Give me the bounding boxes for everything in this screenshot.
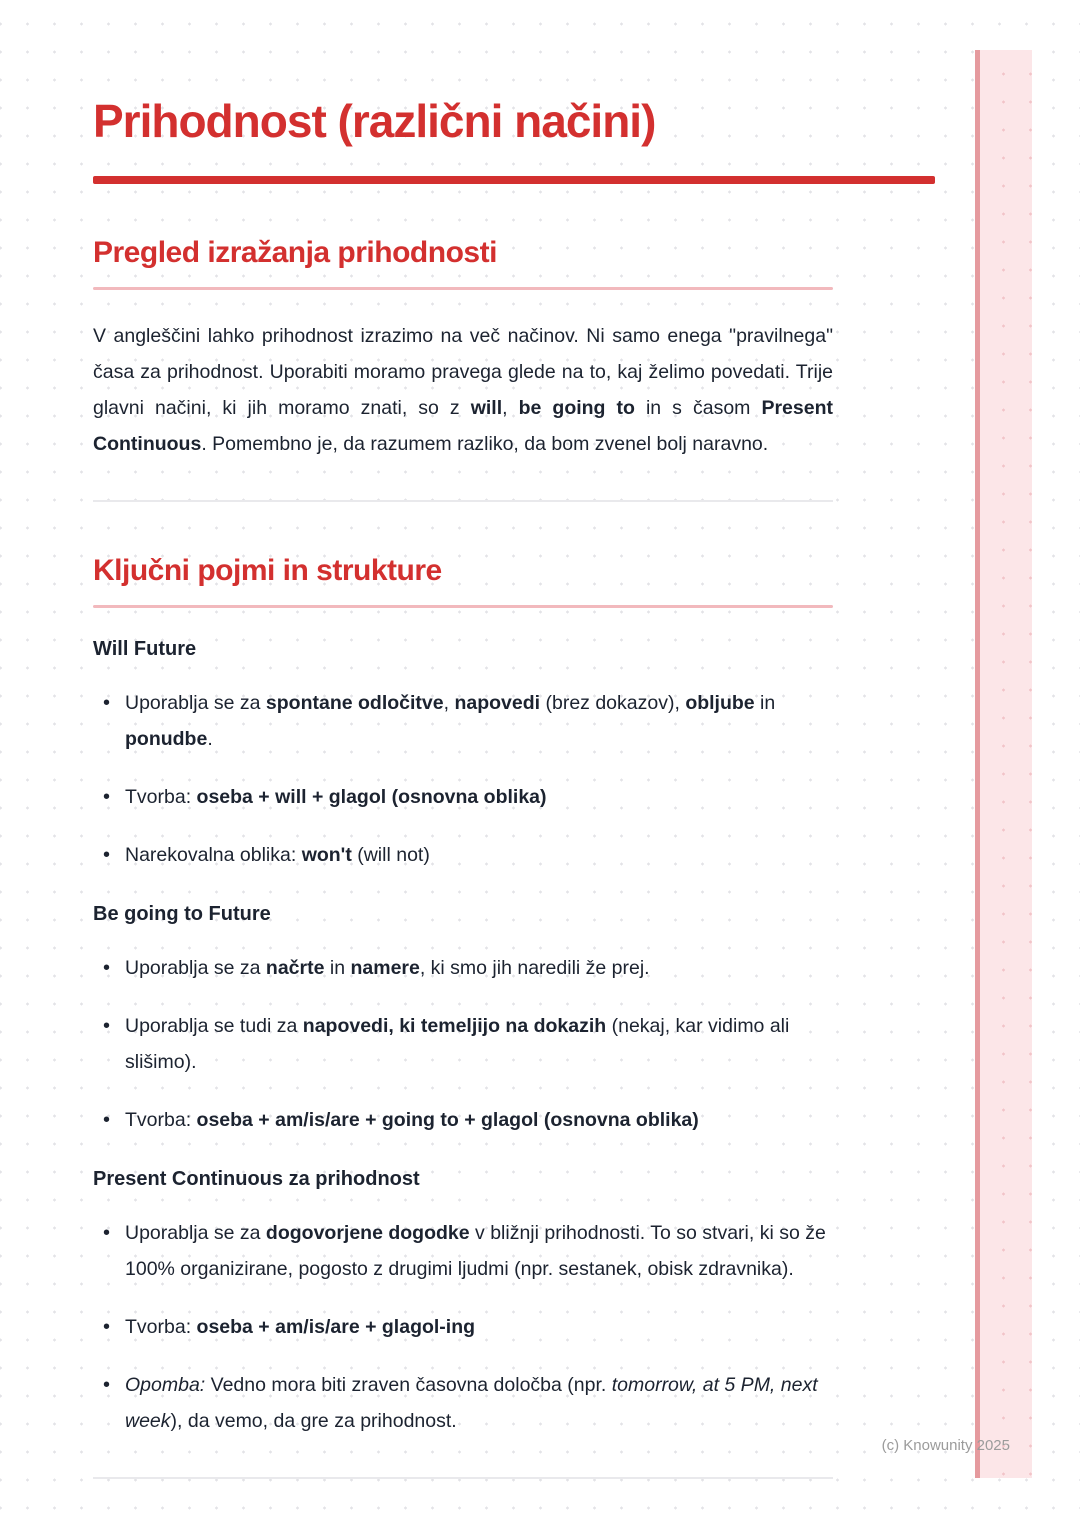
bullet-list-will-future xyxy=(93,685,833,873)
subheading-will-future: Will Future xyxy=(93,637,197,660)
text-segment: Vedno mora biti zraven časovna določba (npr. xyxy=(205,1373,612,1396)
bullet-item xyxy=(125,1309,833,1345)
page-title: Prihodnost (različni načini) xyxy=(93,95,656,147)
text-segment: Uporablja se tudi za xyxy=(125,1014,303,1037)
text-segment: . xyxy=(207,727,213,750)
text-segment: Tvorba: xyxy=(125,1315,197,1338)
bullet-item xyxy=(125,837,833,873)
section-heading-underline xyxy=(93,287,833,290)
bullet-item xyxy=(125,1102,833,1138)
section-key-concepts xyxy=(93,554,833,1479)
text-segment: tomorrow, at 5 PM, next week xyxy=(125,1373,818,1432)
text-segment: (brez dokazov), xyxy=(540,691,686,714)
text-segment: v bližnji prihodnosti. To so stvari, ki so že 100% organizirane, pogosto z drugimi ljudmi (npr. sestanek, obisk zdravnika). xyxy=(125,1221,826,1280)
text-segment: (will not) xyxy=(351,843,430,866)
text-segment: in s časom xyxy=(634,396,762,419)
section-heading-underline xyxy=(93,605,833,608)
bullet-item xyxy=(125,950,833,986)
text-segment: Present Continuous xyxy=(93,396,833,455)
text-segment: dogovorjene dogodke xyxy=(265,1221,470,1244)
text-segment: napovedi xyxy=(454,691,541,714)
section-divider-bottom xyxy=(93,1477,833,1479)
text-segment: Narekovalna oblika: xyxy=(125,843,302,866)
text-segment: be going to xyxy=(518,396,635,419)
section-divider xyxy=(93,500,833,502)
section-heading-overview: Pregled izražanja prihodnosti xyxy=(93,235,497,269)
watermark: (c) Knowunity 2025 xyxy=(881,1437,1010,1454)
text-segment: Uporablja se za xyxy=(125,956,266,979)
text-segment: oseba + will + glagol (osnovna oblika) xyxy=(196,785,547,808)
subheading-be-going-to: Be going to Future xyxy=(93,902,271,925)
subheading-present-continuous: Present Continuous za prihodnost xyxy=(93,1167,420,1190)
text-segment: (nekaj, kar vidimo ali slišimo). xyxy=(125,1014,790,1073)
right-accent-stripe xyxy=(975,50,1032,1478)
text-segment: spontane odločitve xyxy=(265,691,444,714)
text-segment: in xyxy=(754,691,776,714)
text-segment: Opomba: xyxy=(125,1373,206,1396)
text-segment: , xyxy=(502,396,519,419)
title-divider xyxy=(93,176,935,184)
text-segment: Uporablja se za xyxy=(125,691,266,714)
bullet-item xyxy=(125,685,833,757)
text-segment: Tvorba: xyxy=(125,785,197,808)
text-segment: ), da vemo, da gre za prihodnost. xyxy=(170,1409,457,1432)
text-segment: in xyxy=(324,956,351,979)
text-segment: , ki smo jih naredili že prej. xyxy=(419,956,650,979)
text-segment: . Pomembno je, da razumem razliko, da bom zvenel bolj naravno. xyxy=(201,432,769,455)
section-overview xyxy=(93,236,833,502)
text-segment: napovedi, ki temeljijo na dokazih xyxy=(302,1014,607,1037)
text-segment: will xyxy=(470,396,503,419)
text-segment: obljube xyxy=(685,691,755,714)
bullet-item xyxy=(125,1008,833,1080)
text-segment: načrte xyxy=(265,956,325,979)
text-segment: V angleščini lahko prihodnost izrazimo na več načinov. Ni samo enega "pravilnega" časa za prihodnost. Uporabiti moramo pravega glede na to, kaj želimo povedati. Trije glavni načini, ki jih moramo znati, so z xyxy=(93,324,833,419)
text-segment: won't xyxy=(301,843,352,866)
text-segment: Tvorba: xyxy=(125,1108,197,1131)
text-segment: oseba + am/is/are + glagol-ing xyxy=(196,1315,476,1338)
page-content xyxy=(93,0,833,1479)
text-segment: ponudbe xyxy=(125,727,208,750)
text-segment: oseba + am/is/are + going to + glagol (osnovna oblika) xyxy=(196,1108,699,1131)
text-segment: Uporablja se za xyxy=(125,1221,266,1244)
text-segment: namere xyxy=(350,956,420,979)
text-segment: , xyxy=(443,691,455,714)
bullet-item xyxy=(125,1367,833,1439)
bullet-item xyxy=(125,1215,833,1287)
section-heading-key-concepts: Ključni pojmi in strukture xyxy=(93,553,442,587)
intro-paragraph xyxy=(93,318,833,462)
bullet-list-present-continuous xyxy=(93,1215,833,1439)
bullet-item xyxy=(125,779,833,815)
bullet-list-be-going-to xyxy=(93,950,833,1138)
